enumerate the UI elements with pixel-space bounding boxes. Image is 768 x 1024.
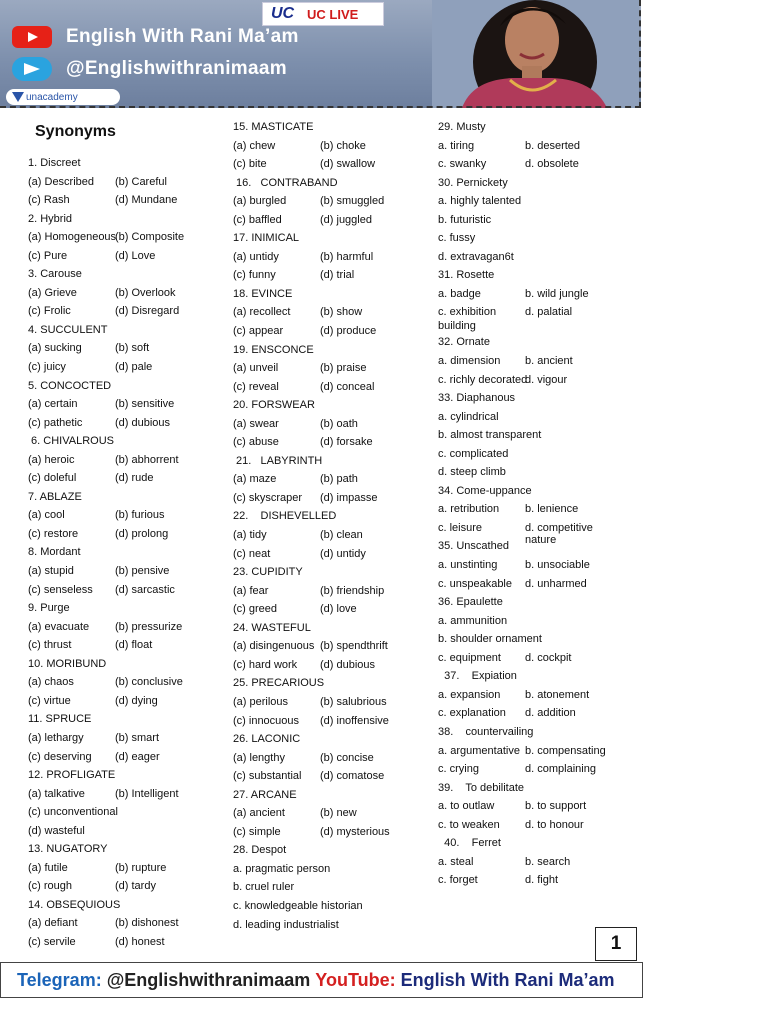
option-left: (c) hard work — [233, 658, 298, 671]
option-row — [233, 303, 433, 322]
option-left: (a) certain — [28, 398, 78, 411]
option-row — [28, 358, 222, 377]
option-right: (b) smuggled — [320, 195, 385, 208]
option-row — [28, 673, 222, 692]
question-title: 39. To debilitate — [438, 781, 525, 794]
option-right: (b) conclusive — [115, 676, 183, 689]
option-left: a. dimension — [438, 355, 501, 368]
option-left: (c) neat — [233, 547, 271, 560]
option-row — [28, 877, 222, 896]
unacademy-label: unacademy — [26, 91, 78, 103]
option-row — [233, 712, 433, 731]
option-right: (b) pensive — [115, 565, 170, 578]
option-row — [28, 469, 222, 488]
option-right: (b) smart — [115, 731, 159, 744]
option-row — [233, 600, 433, 619]
option-item: (c) unconventional — [28, 806, 118, 819]
column-1-list — [28, 154, 222, 952]
option-row — [438, 519, 628, 546]
option-right: d. addition — [525, 707, 576, 720]
option-left: (c) doleful — [28, 472, 77, 485]
question-title: 26. LACONIC — [233, 733, 301, 746]
option-right: (d) tardy — [115, 880, 156, 893]
option-right: (d) Love — [115, 249, 156, 262]
question-title: 7. ABLAZE — [28, 490, 82, 503]
option-row — [438, 575, 628, 594]
option-left: (a) Grieve — [28, 286, 77, 299]
option-left: a. retribution — [438, 503, 500, 516]
option-left: (c) simple — [233, 825, 281, 838]
option-row — [233, 359, 433, 378]
option-right: b. deserted — [525, 139, 581, 152]
option-left: a. unstinting — [438, 559, 498, 572]
option-right: (b) oath — [320, 417, 358, 430]
footer-telegram-handle: @Englishwithranimaam — [106, 969, 311, 990]
option-row — [233, 266, 433, 285]
option-right: b. wild jungle — [525, 287, 589, 300]
option-right: (d) eager — [115, 750, 160, 763]
option-row — [28, 395, 222, 414]
option-left: c. richly decorated — [438, 373, 528, 386]
option-left: (c) juicy — [28, 361, 66, 374]
option-row — [28, 339, 222, 358]
question-title: 35. Unscathed — [438, 540, 509, 553]
option-right: (b) Composite — [115, 231, 185, 244]
question-title: 40. Ferret — [438, 837, 501, 850]
option-row — [233, 526, 433, 545]
option-row — [28, 247, 222, 266]
option-row — [28, 228, 222, 247]
option-right: (d) float — [115, 639, 153, 652]
option-row — [28, 284, 222, 303]
option-right: b. lenience — [525, 503, 579, 516]
option-left: c. crying — [438, 763, 479, 776]
option-left: (c) funny — [233, 269, 276, 282]
option-left: (a) maze — [233, 473, 277, 486]
option-right: d. vigour — [525, 373, 568, 386]
option-row — [438, 871, 628, 890]
option-left: (c) abuse — [233, 436, 279, 449]
option-item: (d) wasteful — [28, 824, 85, 837]
option-row — [438, 352, 628, 371]
option-left: (a) ancient — [233, 807, 285, 820]
option-left: (c) pathetic — [28, 416, 83, 429]
option-row — [438, 742, 628, 761]
option-right — [438, 303, 608, 333]
option-right: (b) friendship — [320, 584, 385, 597]
option-row — [233, 192, 433, 211]
option-left: (c) senseless — [28, 583, 93, 596]
option-right: (b) abhorrent — [115, 453, 179, 466]
option-row — [28, 191, 222, 210]
option-left: (a) burgled — [233, 195, 287, 208]
option-row — [28, 525, 222, 544]
option-left: (c) substantial — [233, 770, 302, 783]
option-item: d. leading industrialist — [233, 918, 339, 931]
option-row — [438, 797, 628, 816]
option-row — [233, 823, 433, 842]
question-title: 32. Ornate — [438, 336, 490, 349]
option-right: (d) rude — [115, 472, 154, 485]
option-row — [28, 729, 222, 748]
option-left: c. equipment — [438, 651, 501, 664]
option-left: c. exhibition — [438, 306, 497, 319]
option-item: c. knowledgeable historian — [233, 899, 363, 912]
column-2-list — [233, 118, 433, 934]
option-right: (d) sarcastic — [115, 583, 175, 596]
question-title: 24. WASTEFUL — [233, 621, 311, 634]
option-right: (d) inoffensive — [320, 714, 389, 727]
question-title: 9. Purge — [28, 602, 70, 615]
question-title: 21. LABYRINTH — [233, 454, 323, 467]
option-right: (b) Overlook — [115, 286, 176, 299]
option-left: c. to weaken — [438, 818, 500, 831]
option-left: (c) reveal — [233, 380, 279, 393]
question-title: 8. Mordant — [28, 546, 81, 559]
page-heading: Synonyms — [35, 123, 116, 140]
option-row — [233, 211, 433, 230]
option-left: (a) lengthy — [233, 751, 285, 764]
question-title: 16. CONTRABAND — [233, 176, 338, 189]
option-row — [233, 749, 433, 768]
option-left: (a) tidy — [233, 529, 267, 542]
option-row — [28, 562, 222, 581]
option-right: (b) rupture — [115, 861, 167, 874]
option-left: (c) Pure — [28, 249, 68, 262]
question-title: 13. NUGATORY — [28, 843, 108, 856]
option-right: (b) pressurize — [115, 620, 183, 633]
option-right: (d) swallow — [320, 158, 376, 171]
option-right: (d) dying — [115, 694, 158, 707]
option-row — [438, 285, 628, 304]
option-row — [438, 649, 628, 668]
option-row — [233, 415, 433, 434]
option-left: (c) servile — [28, 935, 76, 948]
option-right: d. unharmed — [525, 577, 587, 590]
question-title: 10. MORIBUND — [28, 657, 107, 670]
option-left: (a) chew — [233, 139, 276, 152]
option-row — [233, 378, 433, 397]
option-row — [233, 545, 433, 564]
option-item: b. almost transparent — [438, 429, 542, 442]
option-row — [233, 489, 433, 508]
option-right: (d) pale — [115, 361, 153, 374]
question-title: 38. countervailing — [438, 725, 534, 738]
question-title: 37. Expiation — [438, 670, 517, 683]
uc-logo-mark: UC — [271, 5, 295, 22]
option-item: b. cruel ruler — [233, 881, 295, 894]
option-row — [28, 302, 222, 321]
youtube-channel-title: English With Rani Ma’am — [66, 26, 299, 47]
question-title: 25. PRECARIOUS — [233, 677, 325, 690]
question-title: 11. SPRUCE — [28, 713, 92, 726]
option-row — [438, 155, 628, 174]
option-row — [28, 748, 222, 767]
question-title: 3. Carouse — [28, 268, 82, 281]
option-left: (a) talkative — [28, 787, 85, 800]
option-row — [438, 556, 628, 575]
option-item: d. extravagan6t — [438, 250, 514, 263]
option-row — [28, 173, 222, 192]
telegram-handle: @Englishwithranimaam — [66, 58, 287, 79]
option-left: (a) untidy — [233, 250, 279, 263]
option-row — [233, 656, 433, 675]
option-row — [233, 804, 433, 823]
option-right: (d) honest — [115, 935, 165, 948]
option-left: a. badge — [438, 287, 481, 300]
option-left: (c) Rash — [28, 194, 70, 207]
option-left: (a) chaos — [28, 676, 74, 689]
option-right: (b) harmful — [320, 250, 374, 263]
option-row — [28, 581, 222, 600]
option-left: (c) rough — [28, 880, 73, 893]
question-title: 14. OBSEQUIOUS — [28, 898, 121, 911]
question-title: 23. CUPIDITY — [233, 566, 303, 579]
question-title: 34. Come-uppance — [438, 484, 532, 497]
question-title: 27. ARCANE — [233, 788, 297, 801]
option-row — [233, 637, 433, 656]
question-title: 6. CHIVALROUS — [28, 435, 114, 448]
option-right: b. atonement — [525, 688, 590, 701]
option-right: (b) praise — [320, 362, 367, 375]
option-row — [438, 500, 628, 519]
option-row — [233, 248, 433, 267]
option-left: (a) fear — [233, 584, 269, 597]
option-row — [233, 693, 433, 712]
option-item: a. highly talented — [438, 195, 522, 208]
question-title: 31. Rosette — [438, 269, 495, 282]
option-row — [28, 914, 222, 933]
option-right: (d) Disregard — [115, 305, 180, 318]
option-row — [233, 582, 433, 601]
option-right: (d) love — [320, 603, 357, 616]
option-left: (a) Described — [28, 175, 95, 188]
option-row — [28, 636, 222, 655]
footer-youtube-label: YouTube: — [315, 969, 396, 990]
option-left: c. explanation — [438, 707, 506, 720]
option-item: a. pragmatic person — [233, 862, 331, 875]
option-item: a. ammunition — [438, 614, 508, 627]
option-row — [28, 933, 222, 952]
uc-logo-text: UC LIVE — [307, 7, 359, 22]
question-title: 28. Despot — [233, 844, 287, 857]
option-left: (c) greed — [233, 603, 278, 616]
option-right: b. unsociable — [525, 559, 590, 572]
page-number: 1 — [595, 927, 637, 961]
option-right: d. palatial building — [438, 306, 573, 333]
option-right: d. to honour — [525, 818, 584, 831]
option-left: (a) unveil — [233, 362, 279, 375]
option-item: d. steep climb — [438, 466, 506, 479]
option-right: (d) mysterious — [320, 825, 390, 838]
option-right: (b) clean — [320, 529, 363, 542]
option-left: (a) stupid — [28, 565, 74, 578]
option-left: c. unspeakable — [438, 577, 512, 590]
option-right: (b) soft — [115, 342, 150, 355]
option-row — [233, 155, 433, 174]
option-right: (d) dubious — [320, 658, 376, 671]
option-left: (c) appear — [233, 325, 284, 338]
option-right: b. to support — [525, 800, 587, 813]
option-left: (c) Frolic — [28, 305, 71, 318]
option-row — [28, 785, 222, 804]
option-right: d. fight — [525, 874, 559, 887]
option-row — [233, 767, 433, 786]
option-right: b. search — [525, 855, 571, 868]
option-row — [438, 303, 628, 333]
option-left: a. argumentative — [438, 744, 520, 757]
option-left: (c) restore — [28, 527, 79, 540]
option-left: a. steal — [438, 855, 474, 868]
option-right: b. compensating — [525, 744, 606, 757]
option-row — [28, 451, 222, 470]
option-item: c. fussy — [438, 232, 476, 245]
option-left: (a) disingenuous — [233, 640, 315, 653]
option-right: (d) Mundane — [115, 194, 178, 207]
option-right: (b) show — [320, 306, 363, 319]
option-right: (b) dishonest — [115, 917, 179, 930]
question-title: 18. EVINCE — [233, 287, 293, 300]
option-left: c. swanky — [438, 158, 487, 171]
option-row — [438, 686, 628, 705]
option-right: (d) conceal — [320, 380, 375, 393]
question-title: 17. INIMICAL — [233, 232, 300, 245]
option-right: (d) produce — [320, 325, 377, 338]
question-title: 5. CONCOCTED — [28, 379, 112, 392]
option-right: (d) impasse — [320, 491, 378, 504]
option-row — [438, 816, 628, 835]
option-left: (c) bite — [233, 158, 267, 171]
option-left: (c) baffled — [233, 213, 282, 226]
option-right: (b) Careful — [115, 175, 167, 188]
column-3-list — [438, 118, 628, 890]
footer-telegram-label: Telegram: — [17, 969, 102, 990]
option-row — [438, 853, 628, 872]
option-left: (a) recollect — [233, 306, 291, 319]
option-row — [438, 371, 628, 390]
option-row — [28, 692, 222, 711]
question-title: 4. SUCCULENT — [28, 323, 108, 336]
option-right: (b) furious — [115, 509, 165, 522]
option-right: d. complaining — [525, 763, 596, 776]
option-row — [28, 859, 222, 878]
option-item: b. shoulder ornament — [438, 633, 542, 646]
question-title: 30. Pernickety — [438, 176, 508, 189]
option-right: (d) trial — [320, 269, 355, 282]
option-right: (b) salubrious — [320, 695, 387, 708]
option-right: (b) path — [320, 473, 358, 486]
option-row — [438, 137, 628, 156]
option-row — [28, 618, 222, 637]
option-right: (d) juggled — [320, 213, 372, 226]
question-title: 33. Diaphanous — [438, 392, 516, 405]
option-left: (a) defiant — [28, 917, 78, 930]
footer-bar — [0, 962, 643, 998]
option-right: (b) Intelligent — [115, 787, 179, 800]
option-left: (a) swear — [233, 417, 279, 430]
question-title: 12. PROFLIGATE — [28, 769, 116, 782]
option-left: (a) futile — [28, 861, 68, 874]
option-right: (b) sensitive — [115, 398, 175, 411]
option-left: (a) cool — [28, 509, 65, 522]
option-right: b. ancient — [525, 355, 573, 368]
question-title: 1. Discreet — [28, 157, 81, 169]
option-item: a. cylindrical — [438, 410, 499, 423]
option-row — [233, 137, 433, 156]
option-item: b. futuristic — [438, 213, 492, 226]
option-item: c. complicated — [438, 447, 509, 460]
option-left: (a) perilous — [233, 695, 289, 708]
option-left: (a) evacuate — [28, 620, 90, 633]
option-right: d. obsolete — [525, 158, 579, 171]
option-right: (d) forsake — [320, 436, 373, 449]
footer-youtube-channel: English With Rani Ma’am — [400, 969, 615, 990]
question-title: 20. FORSWEAR — [233, 399, 315, 412]
option-right: (d) untidy — [320, 547, 366, 560]
option-left: c. forget — [438, 874, 478, 887]
option-right: (b) new — [320, 807, 357, 820]
option-right: (b) spendthrift — [320, 640, 388, 653]
option-left: (c) thrust — [28, 639, 72, 652]
question-title: 15. MASTICATE — [233, 121, 314, 133]
option-right: (b) concise — [320, 751, 374, 764]
column-1 — [28, 118, 222, 952]
option-row — [233, 433, 433, 452]
option-left: (c) virtue — [28, 694, 71, 707]
option-left: (a) heroic — [28, 453, 75, 466]
column-2 — [233, 118, 433, 934]
option-row — [28, 506, 222, 525]
option-left: (a) Homogeneous — [28, 231, 117, 244]
option-right: (d) prolong — [115, 527, 169, 540]
option-right: d. competitive nature — [525, 521, 593, 546]
option-right: (d) dubious — [115, 416, 171, 429]
option-left: (a) lethargy — [28, 731, 84, 744]
option-right: d. cockpit — [525, 651, 572, 664]
question-title: 19. ENSCONCE — [233, 343, 314, 356]
option-left: c. leisure — [438, 521, 483, 534]
question-title: 2. Hybrid — [28, 212, 73, 225]
column-3 — [438, 118, 628, 890]
question-title: 36. Epaulette — [438, 596, 503, 609]
option-row — [233, 322, 433, 341]
header-banner — [0, 0, 641, 108]
option-left: a. tiring — [438, 139, 475, 152]
option-right: (d) comatose — [320, 770, 385, 783]
question-title: 22. DISHEVELLED — [233, 510, 337, 523]
option-row — [438, 704, 628, 723]
option-left: (c) skyscraper — [233, 491, 303, 504]
option-left: (a) sucking — [28, 342, 82, 355]
option-left: (c) deserving — [28, 750, 92, 763]
option-row — [28, 414, 222, 433]
option-left: (c) innocuous — [233, 714, 300, 727]
option-right: (b) choke — [320, 139, 366, 152]
option-row — [233, 470, 433, 489]
question-title: 29. Musty — [438, 121, 486, 133]
option-row — [438, 760, 628, 779]
option-left: a. to outlaw — [438, 800, 495, 813]
option-left: a. expansion — [438, 688, 501, 701]
